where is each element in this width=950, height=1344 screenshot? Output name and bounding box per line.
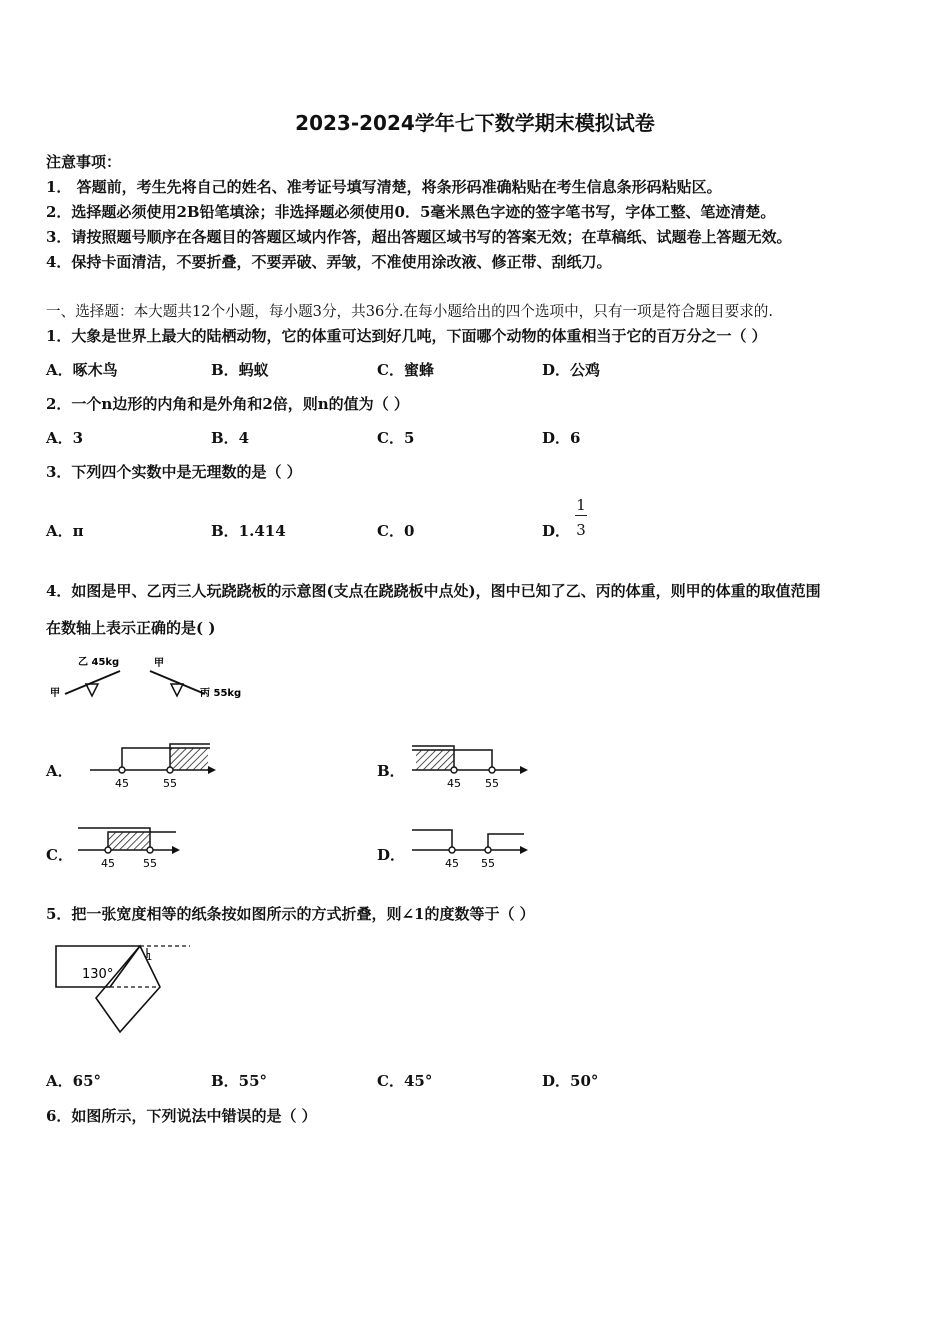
q4-option-c[interactable]: C． bbox=[46, 846, 73, 864]
question-3-stem: 3．下列四个实数中是无理数的是（ ） bbox=[46, 463, 302, 481]
q2-option-d[interactable]: D．6 bbox=[542, 429, 581, 447]
tick-label-45: 45 bbox=[115, 777, 129, 790]
notice-heading: 注意事项： bbox=[46, 153, 122, 171]
question-6-stem: 6．如图所示，下列说法中错误的是（ ） bbox=[46, 1107, 317, 1125]
q1-option-c[interactable]: C．蜜蜂 bbox=[377, 361, 434, 379]
fraction-denominator: 3 bbox=[576, 521, 586, 539]
question-4-stem-line1: 4．如图是甲、乙丙三人玩跷跷板的示意图(支点在跷跷板中点处)，图中已知了乙、丙的体重，则甲的体重的取值范围 bbox=[46, 582, 821, 600]
seesaw-label-jia-right: 甲 bbox=[154, 658, 164, 669]
tick-label-45: 45 bbox=[445, 857, 459, 870]
seesaw-label-yi: 乙 45kg bbox=[78, 657, 120, 668]
folded-strip-figure bbox=[50, 940, 195, 1035]
notice-item: 4．保持卡面清洁，不要折叠，不要弄破、弄皱，不准使用涂改液、修正带、刮纸刀。 bbox=[46, 253, 612, 271]
tick-label-55: 55 bbox=[143, 857, 157, 870]
angle-mark-1: 1 bbox=[146, 952, 153, 963]
seesaw-label-bing: 丙 55kg bbox=[200, 688, 242, 699]
question-4-stem-line2: 在数轴上表示正确的是( ) bbox=[46, 619, 216, 637]
q3-option-a[interactable]: A．π bbox=[46, 522, 84, 540]
q1-option-d[interactable]: D．公鸡 bbox=[542, 361, 601, 379]
notice-item: 1． 答题前，考生先将自己的姓名、准考证号填写清楚，将条形码准确粘贴在考生信息条形码粘贴区。 bbox=[46, 178, 722, 196]
q3-option-d[interactable]: D． bbox=[542, 522, 571, 540]
q4-option-b[interactable]: B． bbox=[377, 762, 405, 780]
q1-option-a[interactable]: A．啄木鸟 bbox=[46, 361, 118, 379]
number-line-b[interactable] bbox=[410, 740, 535, 790]
q3-option-b[interactable]: B．1.414 bbox=[211, 522, 286, 540]
seesaw-label-jia-left: 甲 bbox=[50, 688, 60, 699]
tick-label-55: 55 bbox=[481, 857, 495, 870]
q5-option-c[interactable]: C．45° bbox=[377, 1072, 433, 1090]
notice-item: 2．选择题必须使用2B铅笔填涂；非选择题必须使用0．5毫米黑色字迹的签字笔书写，字体工整、笔迹清楚。 bbox=[46, 203, 776, 221]
seesaw-figure bbox=[50, 650, 250, 705]
q2-option-a[interactable]: A．3 bbox=[46, 429, 84, 447]
question-1-stem: 1．大象是世界上最大的陆栖动物，它的体重可达到好几吨，下面哪个动物的体重相当于它的百万分之一（ ） bbox=[46, 327, 767, 345]
q5-option-a[interactable]: A．65° bbox=[46, 1072, 102, 1090]
q4-option-a[interactable]: A． bbox=[46, 762, 73, 780]
q5-option-b[interactable]: B．55° bbox=[211, 1072, 268, 1090]
question-5-stem: 5．把一张宽度相等的纸条按如图所示的方式折叠，则∠1的度数等于（ ） bbox=[46, 905, 535, 923]
fraction-numerator: 1 bbox=[576, 496, 586, 514]
q3-option-c[interactable]: C．0 bbox=[377, 522, 415, 540]
q1-option-b[interactable]: B．蚂蚁 bbox=[211, 361, 269, 379]
notice-item: 3．请按照题号顺序在各题目的答题区域内作答，超出答题区域书写的答案无效；在草稿纸、试题卷上答题无效。 bbox=[46, 228, 792, 246]
q5-option-d[interactable]: D．50° bbox=[542, 1072, 599, 1090]
number-line-a[interactable] bbox=[88, 740, 218, 790]
fraction-bar bbox=[575, 515, 587, 516]
tick-label-45: 45 bbox=[101, 857, 115, 870]
tick-label-55: 55 bbox=[485, 777, 499, 790]
q2-option-c[interactable]: C．5 bbox=[377, 429, 415, 447]
angle-label-130: 130° bbox=[82, 967, 114, 982]
q2-option-b[interactable]: B．4 bbox=[211, 429, 250, 447]
tick-label-55: 55 bbox=[163, 777, 177, 790]
q4-option-d[interactable]: D． bbox=[377, 846, 406, 864]
tick-label-45: 45 bbox=[447, 777, 461, 790]
page-title: 2023-2024学年七下数学期末模拟试卷 bbox=[295, 111, 655, 135]
question-2-stem: 2．一个n边形的内角和是外角和2倍，则n的值为（ ） bbox=[46, 395, 409, 413]
number-line-c[interactable] bbox=[76, 822, 186, 872]
number-line-d[interactable] bbox=[410, 822, 535, 872]
section-heading: 一、选择题：本大题共12个小题，每小题3分，共36分.在每小题给出的四个选项中，只有一项是符合题目要求的. bbox=[46, 303, 774, 320]
